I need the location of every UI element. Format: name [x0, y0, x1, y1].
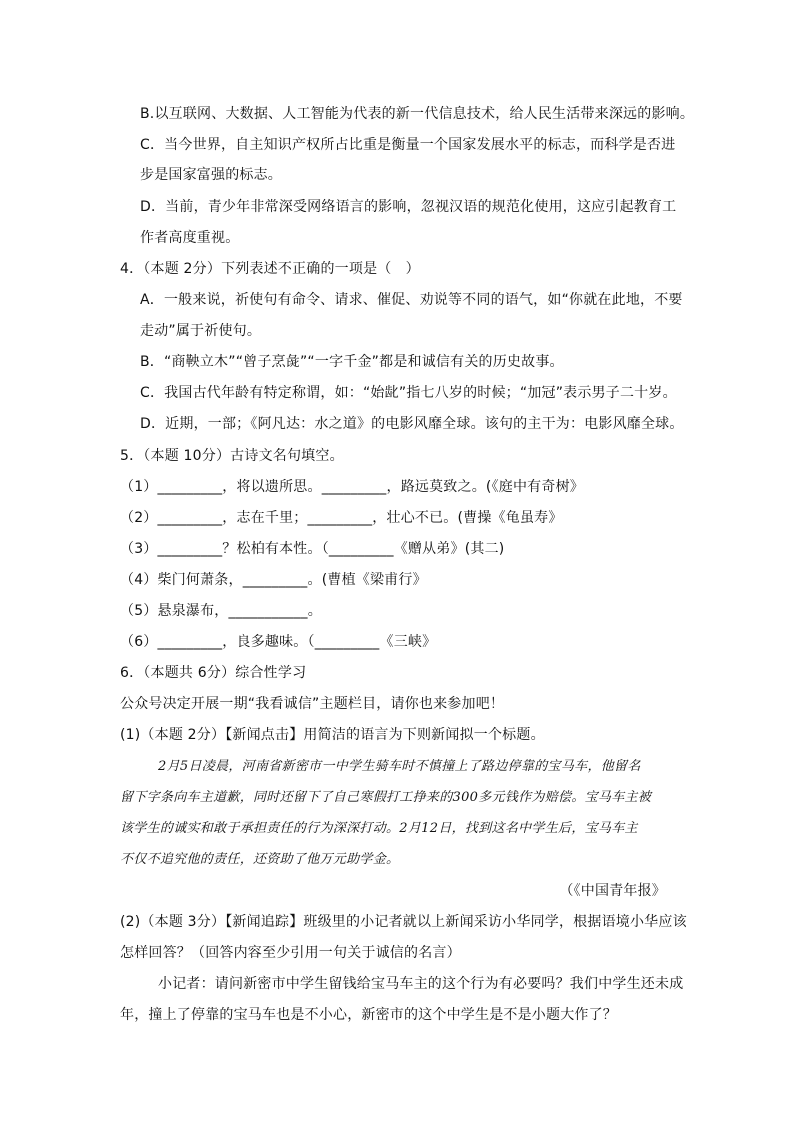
q5-item-3: （3）_________？松柏有本性。（_________《赠从弟》(其二) — [120, 541, 505, 557]
q4-stem: 4．（本题 2分）下列表述不正确的一项是（ ） — [120, 261, 420, 277]
q5-item-4: （4）柴门何萧条，_________。(曹植《梁甫行》 — [120, 572, 427, 588]
q3-option-b: B.以互联网、大数据、人工智能为代表的新一代信息技术，给人民生活带来深远的影响。 — [140, 106, 695, 122]
q3-option-c-line2: 步是国家富强的标志。 — [140, 167, 282, 183]
q3-option-d-line1: D．当前，青少年非常深受网络语言的影响，忽视汉语的规范化使用，这应引起教育工 — [140, 199, 677, 215]
q5-item-5: （5）悬泉瀑布，___________。 — [120, 603, 322, 619]
q6-stem: 6．（本题共 6分）综合性学习 — [120, 665, 307, 681]
q4-option-b: B．“商鞅立木”“曾子烹彘”“一字千金”都是和诚信有关的历史故事。 — [140, 354, 564, 370]
news-text-line2: 留下字条向车主道歉，同时还留下了自己寒假打工挣来的300多元钱作为赔偿。宝马车主被 — [120, 790, 652, 805]
news-text-line1: 2月5日凌晨，河南省新密市一中学生骑车时不慎撞上了路边停靠的宝马车，他留名 — [158, 759, 641, 774]
news-text-line3: 该学生的诚实和敢于承担责任的行为深深打动。2月12日，找到这名中学生后，宝马车主 — [120, 821, 638, 836]
q4-option-a-line2: 走动”属于祈使句。 — [140, 323, 262, 339]
q3-option-d-line2: 作者高度重视。 — [140, 230, 240, 246]
q4-option-a-line1: A．一般来说，祈使句有命令、请求、催促、劝说等不同的语气，如“你就在此地，不要 — [140, 292, 683, 308]
news-source: （《中国青年报》 — [559, 883, 666, 899]
q3-option-c-line1: C．当今世界，自主知识产权所占比重是衡量一个国家发展水平的标志，而科学是否进 — [140, 137, 676, 153]
q5-item-2: （2）_________，志在千里；_________，壮心不已。(曹操《龟虽寿》 — [120, 510, 563, 526]
q4-option-c: C．我国古代年龄有特定称谓，如：“始龀”指七八岁的时候；“加冠”表示男子二十岁。 — [140, 385, 677, 401]
q5-stem: 5．（本题 10分）古诗文名句填空。 — [120, 448, 344, 464]
reporter-question-line2: 年，撞上了停靠的宝马车也是不小心，新密市的这个中学生是不是小题大作了？ — [120, 1007, 617, 1023]
q5-item-6: （6）_________，良多趣味。（_________《三峡》 — [120, 634, 437, 650]
q6-sub1: (1)（本题 2分）【新闻点击】用简洁的语言为下则新闻拟一个标题。 — [120, 727, 545, 743]
q6-sub2-line1: (2)（本题 3分）【新闻追踪】班级里的小记者就以上新闻采访小华同学，根据语境小华应该 — [120, 914, 687, 930]
q5-item-1: （1）_________，将以遗所思。_________，路远莫致之。(《庭中有奇树》 — [120, 479, 584, 495]
q4-option-d: D．近期，一部；《阿凡达：水之道》的电影风靡全球。该句的主干为：电影风靡全球。 — [140, 416, 684, 432]
q6-sub2-line2: 怎样回答？（回答内容至少引用一句关于诚信的名言） — [120, 945, 461, 961]
q6-intro: 公众号决定开展一期“我看诚信”主题栏目，请你也来参加吧！ — [120, 696, 505, 712]
reporter-question-line1: 小记者：请问新密市中学生留钱给宝马车主的这个行为有必要吗？我们中学生还未成 — [158, 976, 684, 992]
news-text-line4: 不仅不追究他的责任，还资助了他万元助学金。 — [120, 852, 400, 867]
